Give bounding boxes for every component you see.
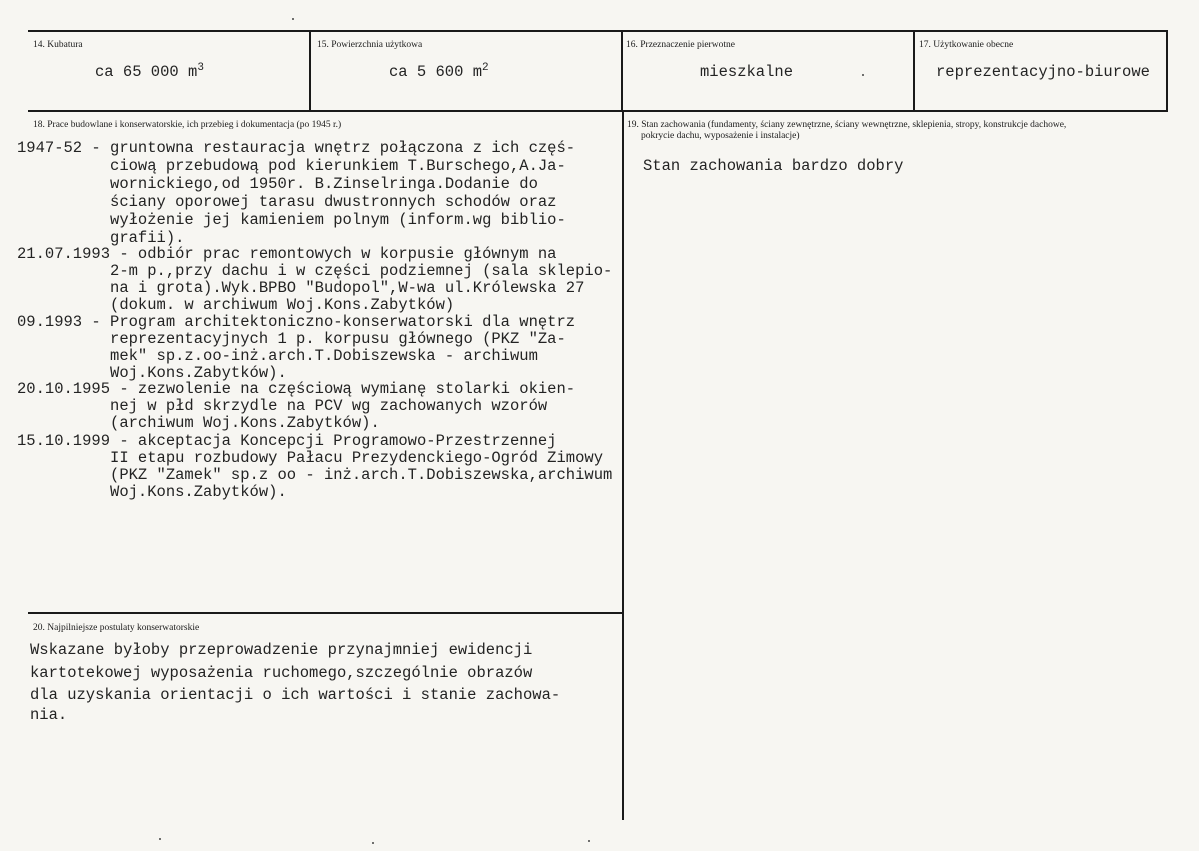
field-18-line: (dokum. w archiwum Woj.Kons.Zabytków) — [17, 296, 455, 314]
divider-16-17 — [913, 30, 915, 112]
field-18-line: (PKZ "Zamek" sp.z oo - inż.arch.T.Dobiszewska,archiwum — [17, 466, 613, 484]
field-18-line: 1947-52 - gruntowna restauracja wnętrz połączona z ich częś- — [17, 139, 576, 157]
divider-15-16 — [621, 30, 623, 112]
field-20-line: Wskazane byłoby przeprowadzenie przynajmniej ewidencji — [30, 641, 533, 659]
field-20-line: dla uzyskania orientacji o ich wartości i stanie zachowa- — [30, 686, 561, 704]
paper-speck — [159, 838, 161, 840]
field-20-line: kartotekowej wyposażenia ruchomego,szczególnie obrazów — [30, 664, 533, 682]
field-18-line: 21.07.1993 - odbiór prac remontowych w korpusie głównym na — [17, 245, 557, 263]
field-19-label-line: 19. Stan zachowania (fundamenty, ściany zewnętrzne, ściany wewnętrzne, sklepienia, stropy, konstrukcje dachowe, — [627, 120, 1067, 130]
field-15-exponent: 2 — [482, 61, 489, 74]
field-17-value: reprezentacyjno-biurowe — [936, 63, 1150, 81]
field-18-line: grafii). — [17, 229, 185, 247]
field-14-value — [95, 63, 204, 81]
field-18-line: 09.1993 - Program architektoniczno-konserwatorski dla wnętrz — [17, 313, 576, 331]
field-15-label: 15. Powierzchnia użytkowa — [317, 40, 423, 50]
center-vertical-rule — [622, 110, 624, 820]
field-18-line: (archiwum Woj.Kons.Zabytków). — [17, 414, 380, 432]
field-15-value — [389, 63, 489, 81]
field-14-number: ca 65 000 m — [95, 63, 198, 81]
divider-14-15 — [309, 30, 311, 112]
field-19-label — [627, 120, 1066, 142]
paper-speck — [862, 74, 864, 76]
paper-speck — [292, 18, 294, 20]
field-19-label-line: pokrycie dachu, wyposażenie i instalacje) — [641, 131, 800, 141]
paper-speck — [372, 842, 374, 844]
top-rule — [28, 30, 1168, 32]
field-18-line: ciową przebudową pod kierunkiem T.Burschego,A.Ja- — [17, 157, 566, 175]
field-18-line: wyłożenie jej kamieniem polnym (inform.wg biblio- — [17, 211, 566, 229]
field-18-line: 20.10.1995 - zezwolenie na częściową wymianę stolarki okien- — [17, 380, 576, 398]
field-18-line: mek" sp.z.oo-inż.arch.T.Dobiszewska - archiwum — [17, 347, 538, 365]
field-16-label: 16. Przeznaczenie pierwotne — [626, 40, 735, 50]
field-18-line: wornickiego,od 1950r. B.Zinselringa.Dodanie do — [17, 175, 538, 193]
field-17-label: 17. Użytkowanie obecne — [919, 40, 1014, 50]
field-18-line: Woj.Kons.Zabytków). — [17, 483, 287, 501]
field-16-value: mieszkalne — [700, 63, 794, 81]
field-19-value: Stan zachowania bardzo dobry — [643, 157, 904, 175]
field-18-line: Woj.Kons.Zabytków). — [17, 364, 287, 382]
field-18-line: ściany oporowej tarasu dwustronnych schodów oraz — [17, 193, 557, 211]
field-18-label: 18. Prace budowlane i konserwatorskie, ich przebieg i dokumentacja (po 1945 r.) — [33, 120, 342, 130]
field-18-line: reprezentacyjnych 1 p. korpusu głównego (PKZ "Za- — [17, 330, 566, 348]
section-20-top-rule — [28, 612, 624, 614]
field-14-exponent: 3 — [197, 61, 204, 74]
field-18-line: 15.10.1999 - akceptacja Koncepcji Programowo-Przestrzennej — [17, 432, 557, 450]
field-20-label: 20. Najpilniejsze postulaty konserwatorskie — [33, 623, 200, 633]
field-18-line: nej w płd skrzydle na PCV wg zachowanych wzorów — [17, 397, 548, 415]
paper-speck — [588, 840, 590, 842]
field-15-number: ca 5 600 m — [389, 63, 483, 81]
field-14-label: 14. Kubatura — [33, 40, 83, 50]
field-20-line: nia. — [30, 706, 68, 724]
header-bottom-rule — [28, 110, 1168, 112]
right-rule-header — [1166, 30, 1168, 112]
field-18-line: 2-m p.,przy dachu i w części podziemnej (sala sklepio- — [17, 262, 613, 280]
field-18-line: na i grota).Wyk.BPBO "Budopol",W-wa ul.Królewska 27 — [17, 279, 585, 297]
field-18-line: II etapu rozbudowy Pałacu Prezydenckiego-Ogród Zimowy — [17, 449, 603, 467]
